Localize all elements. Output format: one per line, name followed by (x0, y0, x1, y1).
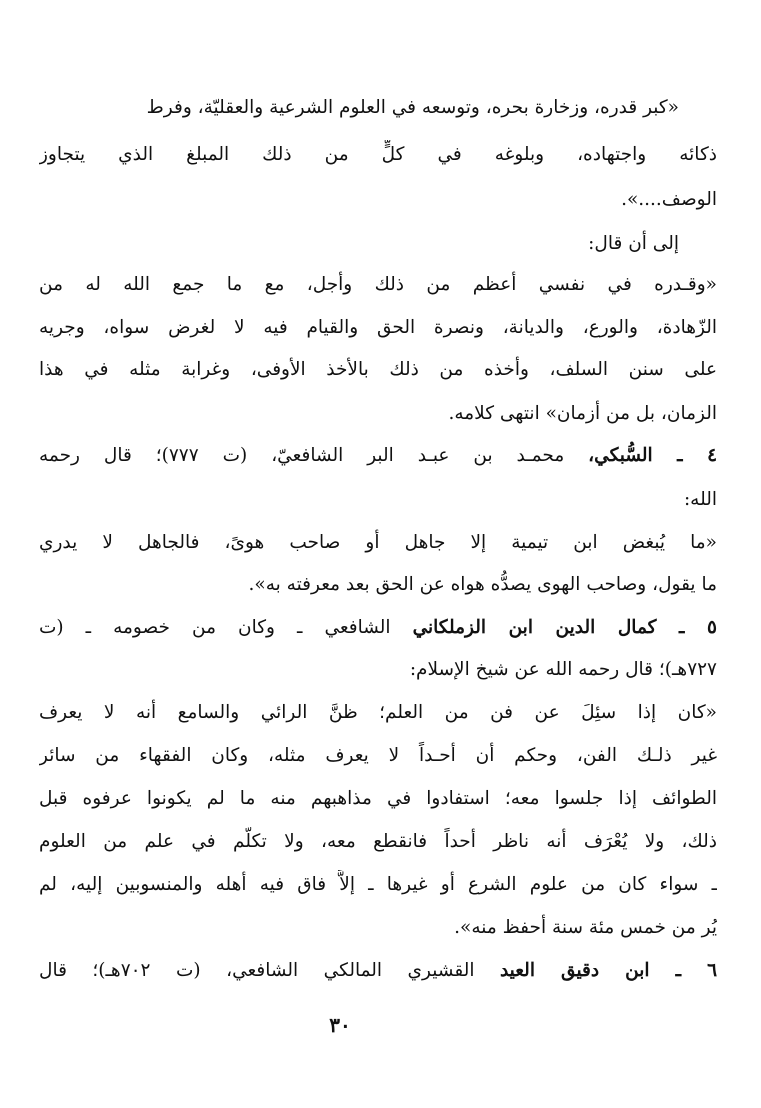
text-line: «ما يُبغض ابن تيمية إلا جاهل أو صاحب هوىً، فالجاهل لا يدري (39, 532, 717, 553)
text-line: ما يقول، وصاحب الهوى يصدُّه هواه عن الحق بعد معرفته به». (248, 574, 717, 595)
text-line: غير ذلـك الفن، وحكم أن أحـداً لا يعرف مثله، وكان الفقهاء من سائر (39, 745, 717, 766)
text-line: الوصف....». (621, 189, 717, 210)
entry-heading: ٦ ـ ابن دقيق العيد القشيري المالكي الشافعي، (ت ٧٠٢هـ)؛ قال (39, 960, 717, 981)
page-number: ٣٠ (329, 1013, 351, 1037)
text-line: ذلك، ولا يُعْرَف أنه ناظر أحداً فانقطع معه، ولا تكلّم في علم من العلوم (39, 831, 717, 852)
text-line: ٧٢٧هـ)؛ قال رحمه الله عن شيخ الإسلام: (409, 659, 717, 680)
text-line: يُر من خمس مئة سنة أحفظ منه». (454, 917, 717, 938)
text-line: الله: (683, 489, 717, 510)
text-line: ـ سواء كان من علوم الشرع أو غيرها ـ إلاَّ فاق فيه أهله والمنسوبين إليه، لم (39, 874, 717, 895)
text-line: إلى أن قال: (588, 233, 679, 254)
text-line: ذكائه واجتهاده، وبلوغه في كلٍّ من ذلك المبلغ الذي يتجاوز (39, 144, 717, 165)
text-line: الزّهادة، والورع، والديانة، ونصرة الحق والقيام فيه لا لغرض سواه، وجريه (39, 317, 717, 338)
entry-name: ٤ ـ السُّبكي، (588, 445, 717, 466)
text-line: الزمان، بل من أزمان» انتهى كلامه. (448, 403, 717, 424)
entry-name: ٥ ـ كمال الدين ابن الزملكاني (412, 617, 717, 638)
text-line: «كبر قدره، وزخارة بحره، وتوسعه في العلوم الشرعية والعقليّة، وفرط (146, 97, 679, 118)
entry-heading: ٤ ـ السُّبكي، محمـد بن عبـد البر الشافعيّ، (ت ٧٧٧)؛ قال رحمه (39, 445, 717, 466)
text-line: على سنن السلف، وأخذه من ذلك بالأخذ الأوفى، وغرابة مثله في هذا (39, 359, 717, 380)
entry-heading: ٥ ـ كمال الدين ابن الزملكاني الشافعي ـ وكان من خصومه ـ (ت (39, 617, 717, 638)
text-line: الطوائف إذا جلسوا معه؛ استفادوا في مذاهبهم منه ما لم يكونوا عرفوه قبل (39, 788, 717, 809)
text-line: «وقـدره في نفسي أعظم من ذلك وأجل، مع ما جمع الله له من (39, 274, 717, 295)
text-line: «كان إذا سئِلَ عن فن من العلم؛ ظنَّ الرائي والسامع أنه لا يعرف (39, 702, 717, 723)
entry-name: ٦ ـ ابن دقيق العيد (499, 960, 717, 981)
